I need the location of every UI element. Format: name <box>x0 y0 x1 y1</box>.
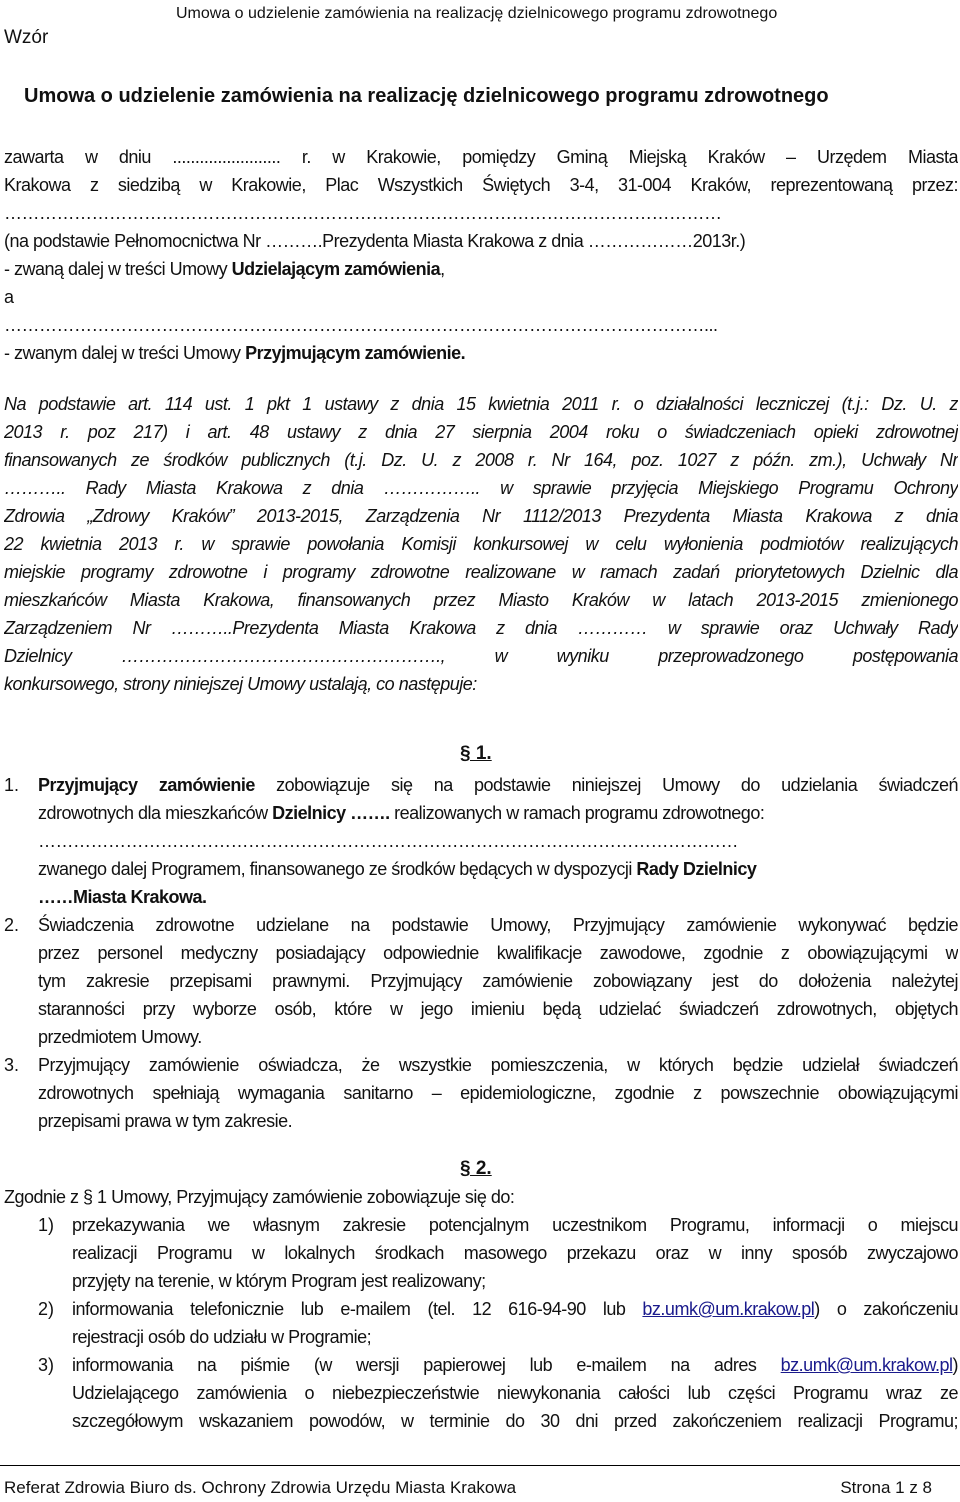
section2-item-1 <box>72 1211 958 1295</box>
item-line <box>72 1295 958 1323</box>
document-title: Umowa o udzielenie zamówienia na realizację dzielnicowego programu zdrowotnego <box>24 85 829 107</box>
item-line: przez personel medyczny posiadający odpowiednie kwalifikacje zawodowe, zgodnie z obowiązującymi w <box>38 943 958 963</box>
item-line: przedmiotem Umowy. <box>38 1027 202 1047</box>
email-link[interactable]: bz.umk@um.krakow.pl <box>780 1355 953 1375</box>
item-number: 2) <box>38 1299 55 1319</box>
item-line: przekazywania we własnym zakresie potencjalnym uczestnikom Programu, informacji o miejscu <box>72 1215 958 1235</box>
basis-line: Dzielnicy ………………………………………………., w wyniku przeprowadzonego postępowania <box>4 646 958 666</box>
section2-item-3 <box>72 1351 958 1435</box>
item-text: ) o zakończeniu <box>814 1299 958 1319</box>
district-name: Dzielnicy ……. <box>272 803 390 823</box>
item-line: staranności przy wyborze osób, które w jego imieniu będą udzielać świadczeń zdrowotnych, objętych <box>38 999 958 1019</box>
page-number: Strona 1 z 8 <box>840 1478 932 1497</box>
item-line: ……Miasta Krakowa. <box>38 887 207 907</box>
dotted-line: …………………………………………………………………………………………………………… <box>4 203 722 223</box>
item-text: zdrowotnych dla mieszkańców <box>38 803 273 823</box>
item-line <box>38 855 958 883</box>
section2-intro <box>4 1183 958 1211</box>
section1-item-1 <box>38 771 958 911</box>
running-header: Umowa o udzielenie zamówienia na realizację dzielnicowego programu zdrowotnego <box>176 5 778 22</box>
email-link[interactable]: bz.umk@um.krakow.pl <box>642 1299 815 1319</box>
party-name: Przyjmujący zamówienie <box>38 775 255 795</box>
party-name: Przyjmującym zamówienie. <box>245 343 466 363</box>
intro-text: - zwanym dalej w treści Umowy <box>4 343 246 363</box>
dotted-line: ………………………………………………………………………………………………………… <box>38 831 738 851</box>
item-text: zwanego dalej Programem, finansowanego ze środków będących w dyspozycji <box>38 859 637 879</box>
basis-line: 22 kwietnia 2013 r. w sprawie powołania Komisji konkursowej w celu wyłonienia podmiotów realizujących <box>4 534 958 554</box>
item-number: 1) <box>38 1215 55 1235</box>
section1-item-2 <box>38 911 958 1051</box>
section2-item-2 <box>72 1295 958 1351</box>
item-line <box>72 1351 958 1379</box>
intro-line: Zgodnie z § 1 Umowy, Przyjmujący zamówienie zobowiązuje się do: <box>4 1187 515 1207</box>
basis-line: Zdrowia „Zdrowy Kraków” 2013-2015, Zarządzenia Nr 1112/2013 Prezydenta Miasta Krakowa z dnia <box>4 506 958 526</box>
basis-line: miejskie programy zdrowotne i programy zdrowotne realizowane w ramach zadań priorytetowych Dzielnic dla <box>4 562 958 582</box>
intro-line <box>4 339 958 367</box>
item-text: realizowanych w ramach programu zdrowotnego: <box>389 803 765 823</box>
item-line: szczegółowym wskazaniem powodów, w terminie do 30 dni przed zakończeniem realizacji Programu; <box>72 1411 958 1431</box>
party-name: Udzielającym zamówienia <box>231 259 441 279</box>
section-heading-1: § 1. <box>460 743 492 764</box>
intro-line: zawarta w dniu ........................ r. w Krakowie, pomiędzy Gminą Miejską Kraków – Urzędem Miasta <box>4 147 958 167</box>
item-number: 3) <box>38 1355 55 1375</box>
item-number: 3. <box>4 1055 20 1075</box>
item-line: Świadczenia zdrowotne udzielane na podstawie Umowy, Przyjmujący zamówienie wykonywać będzie <box>38 915 958 935</box>
basis-line: mieszkańców Miasta Krakowa, finansowanych przez Miasto Kraków w latach 2013-2015 zmienionego <box>4 590 958 610</box>
item-line: przyjęty na terenie, w którym Program jest realizowany; <box>72 1271 486 1291</box>
item-number: 2. <box>4 915 20 935</box>
dotted-line: …………………………………………………………………………………………………………... <box>4 315 718 335</box>
item-line: Przyjmujący zamówienie oświadcza, że wszystkie pomieszczenia, w których będzie udzielał świadczeń <box>38 1055 958 1075</box>
item-text: zobowiązuje się na podstawie niniejszej Umowy do udzielania świadczeń <box>254 775 958 795</box>
legal-basis <box>4 390 958 698</box>
item-line: rejestracji osób do udziału w Programie; <box>72 1327 372 1347</box>
basis-line: Na podstawie art. 114 ust. 1 pkt 1 ustawy z dnia 15 kwietnia 2011 r. o działalności leczniczej (t.j.: Dz. U. z <box>4 394 958 414</box>
document-label: Wzór <box>4 27 49 48</box>
intro-text: , <box>440 259 445 279</box>
item-line <box>38 771 958 799</box>
intro-line: a <box>4 287 14 307</box>
intro-line: Krakowa z siedzibą w Krakowie, Plac Wszystkich Świętych 3-4, 31-004 Kraków, reprezentowaną przez: <box>4 175 958 195</box>
basis-line: 2013 r. poz 217) i art. 48 ustawy z dnia 27 sierpnia 2004 roku o świadczeniach opieki zdrowotnej <box>4 422 958 442</box>
intro-line: (na podstawie Pełnomocnictwa Nr ……….Prezydenta Miasta Krakowa z dnia ………………2013r.) <box>4 231 746 251</box>
item-line: tym zakresie przepisami prawnymi. Przyjmujący zamówienie zobowiązany jest do dołożenia należytej <box>38 971 958 991</box>
item-text: informowania telefonicznie lub e-mailem (tel. 12 616-94-90 lub <box>72 1299 643 1319</box>
item-line: zdrowotnych spełniają wymagania sanitarno – epidemiologiczne, zgodnie z powszechnie obowiązującymi <box>38 1083 958 1103</box>
item-line: Udzielającego zamówienia o niebezpieczeństwie niewykonania całości lub części Programu wraz ze <box>72 1383 958 1403</box>
council-name: Rady Dzielnicy <box>636 859 757 879</box>
intro-text: - zwaną dalej w treści Umowy <box>4 259 232 279</box>
section-heading-2: § 2. <box>460 1158 492 1179</box>
intro-line <box>4 255 958 283</box>
parties-block <box>4 143 958 367</box>
basis-line: Zarządzeniem Nr ………..Prezydenta Miasta Krakowa z dnia ………… w sprawie oraz Uchwały Rady <box>4 618 958 638</box>
item-line <box>38 799 958 827</box>
footer-divider <box>0 1465 960 1466</box>
item-line: realizacji Programu w lokalnych środkach masowego przekazu oraz w inny sposób zwyczajowo <box>72 1243 958 1263</box>
item-text: informowania na piśmie (w wersji papierowej lub e-mailem na adres <box>72 1355 781 1375</box>
item-text: ) <box>952 1355 958 1375</box>
basis-line: finansowanych ze środków publicznych (t.j. Dz. U. z 2008 r. Nr 164, poz. 1027 z późn. zm.), Uchwały Nr <box>4 450 958 470</box>
item-number: 1. <box>4 775 20 795</box>
basis-line: konkursowego, strony niniejszej Umowy ustalają, co następuje: <box>4 674 477 694</box>
section1-item-3 <box>38 1051 958 1135</box>
basis-line: ……….. Rady Miasta Krakowa z dnia …………….. w sprawie przyjęcia Miejskiego Programu Ochrony <box>4 478 958 498</box>
footer-office: Referat Zdrowia Biuro ds. Ochrony Zdrowia Urzędu Miasta Krakowa <box>4 1478 517 1497</box>
item-line: przepisami prawa w tym zakresie. <box>38 1111 293 1131</box>
